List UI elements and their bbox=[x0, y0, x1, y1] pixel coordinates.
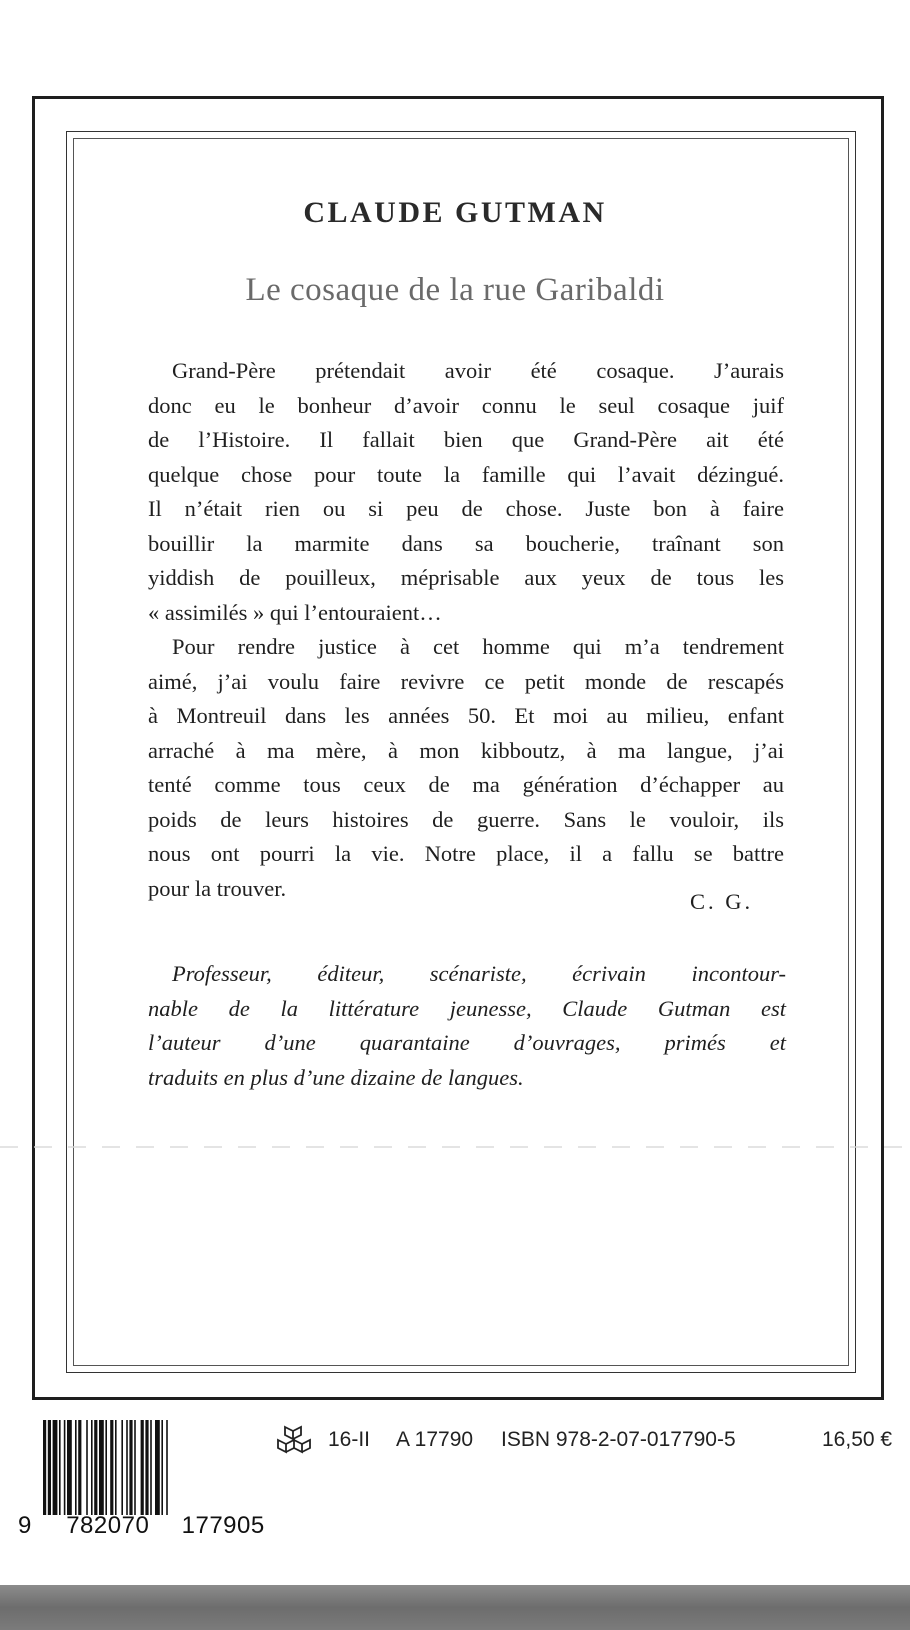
bio-line: l’auteur d’une quarantaine d’ouvrages, primés et bbox=[148, 1030, 786, 1055]
blurb-line: à Montreuil dans les années 50. Et moi au milieu, enfant bbox=[148, 703, 784, 728]
blurb-line: donc eu le bonheur d’avoir connu le seul cosaque juif bbox=[148, 392, 784, 418]
bio-line: traduits en plus d’une dizaine de langues. bbox=[148, 1064, 524, 1090]
barcode-bar bbox=[110, 1420, 113, 1515]
barcode-bar bbox=[126, 1420, 128, 1515]
barcode-bar bbox=[59, 1420, 61, 1515]
bio-line: nable de la littérature jeunesse, Claude Gutman est bbox=[148, 995, 786, 1021]
barcode-image bbox=[42, 1420, 252, 1515]
blurb-line: aimé, j’ai voulu faire revivre ce petit monde de rescapés bbox=[148, 668, 784, 694]
blurb-line: Grand-Père prétendait avoir été cosaque. J’aurais bbox=[172, 358, 784, 383]
author-bio bbox=[148, 957, 786, 1095]
bio-line: Professeur, éditeur, scénariste, écrivain incontour- bbox=[172, 961, 786, 986]
blurb-line: pour la trouver. bbox=[148, 875, 287, 901]
barcode-bar bbox=[78, 1420, 81, 1515]
barcode-bar bbox=[99, 1420, 104, 1515]
barcode-bar bbox=[150, 1420, 152, 1515]
barcode-bar bbox=[145, 1420, 148, 1515]
author-name: CLAUDE GUTMAN bbox=[303, 196, 607, 229]
blurb-line: Pour rendre justice à cet homme qui m’a tendrement bbox=[172, 634, 784, 659]
barcode-bar bbox=[161, 1420, 163, 1515]
blurb-line: « assimilés » qui l’entouraient… bbox=[148, 599, 442, 625]
blurb-line: quelque chose pour toute la famille qui l’avait dézingué. bbox=[148, 461, 784, 487]
barcode-bar bbox=[166, 1420, 168, 1515]
blurb-line: Il n’était rien ou si peu de chose. Juste bon à faire bbox=[148, 496, 784, 521]
publisher-logo-icon bbox=[276, 1424, 312, 1458]
barcode-digit-lead: 9 bbox=[18, 1512, 32, 1539]
blurb-line: bouillir la marmite dans sa boucherie, traînant son bbox=[148, 530, 784, 556]
barcode-bar bbox=[48, 1420, 51, 1515]
price-label: 16,50 € bbox=[822, 1428, 893, 1451]
barcode-bar bbox=[134, 1420, 136, 1515]
barcode-bar bbox=[67, 1420, 72, 1515]
scanner-edge bbox=[0, 1585, 910, 1630]
blurb-line: poids de leurs histoires de guerre. Sans le vouloir, ils bbox=[148, 806, 784, 832]
barcode-bar bbox=[121, 1420, 123, 1515]
blurb-line: nous ont pourri la vie. Notre place, il a fallu se battre bbox=[148, 841, 784, 866]
barcode-digit-group: 782070 bbox=[66, 1512, 150, 1539]
barcode-bar bbox=[105, 1420, 107, 1515]
series-code: 16-II bbox=[328, 1428, 371, 1451]
barcode-bar bbox=[43, 1420, 46, 1515]
reference-number: A 17790 bbox=[396, 1428, 474, 1451]
book-title: Le cosaque de la rue Garibaldi bbox=[245, 272, 665, 308]
blurb-text bbox=[148, 354, 784, 906]
blurb-line: yiddish de pouilleux, méprisable aux yeux de tous les bbox=[148, 565, 784, 590]
barcode-bar bbox=[53, 1420, 58, 1515]
fold-crease bbox=[0, 1146, 910, 1148]
signature-initials: C. G. bbox=[690, 889, 754, 914]
barcode-bar bbox=[64, 1420, 66, 1515]
isbn-number: ISBN 978-2-07-017790-5 bbox=[501, 1428, 736, 1451]
barcode-bar bbox=[75, 1420, 77, 1515]
barcode-bar bbox=[141, 1420, 144, 1515]
barcode-digits bbox=[18, 1512, 265, 1540]
blurb-line: de l’Histoire. Il fallait bien que Grand-Père ait été bbox=[148, 427, 784, 452]
blurb-line: tenté comme tous ceux de ma génération d’échapper au bbox=[148, 772, 784, 797]
barcode-bar bbox=[86, 1420, 88, 1515]
barcode-digit-group: 177905 bbox=[181, 1512, 265, 1539]
barcode-bar bbox=[115, 1420, 117, 1515]
blurb-line: arraché à ma mère, à mon kibboutz, à ma langue, j’ai bbox=[148, 737, 784, 763]
barcode-bar bbox=[155, 1420, 160, 1515]
barcode-bar bbox=[91, 1420, 93, 1515]
barcode-bar bbox=[129, 1420, 132, 1515]
barcode-bar bbox=[94, 1420, 97, 1515]
